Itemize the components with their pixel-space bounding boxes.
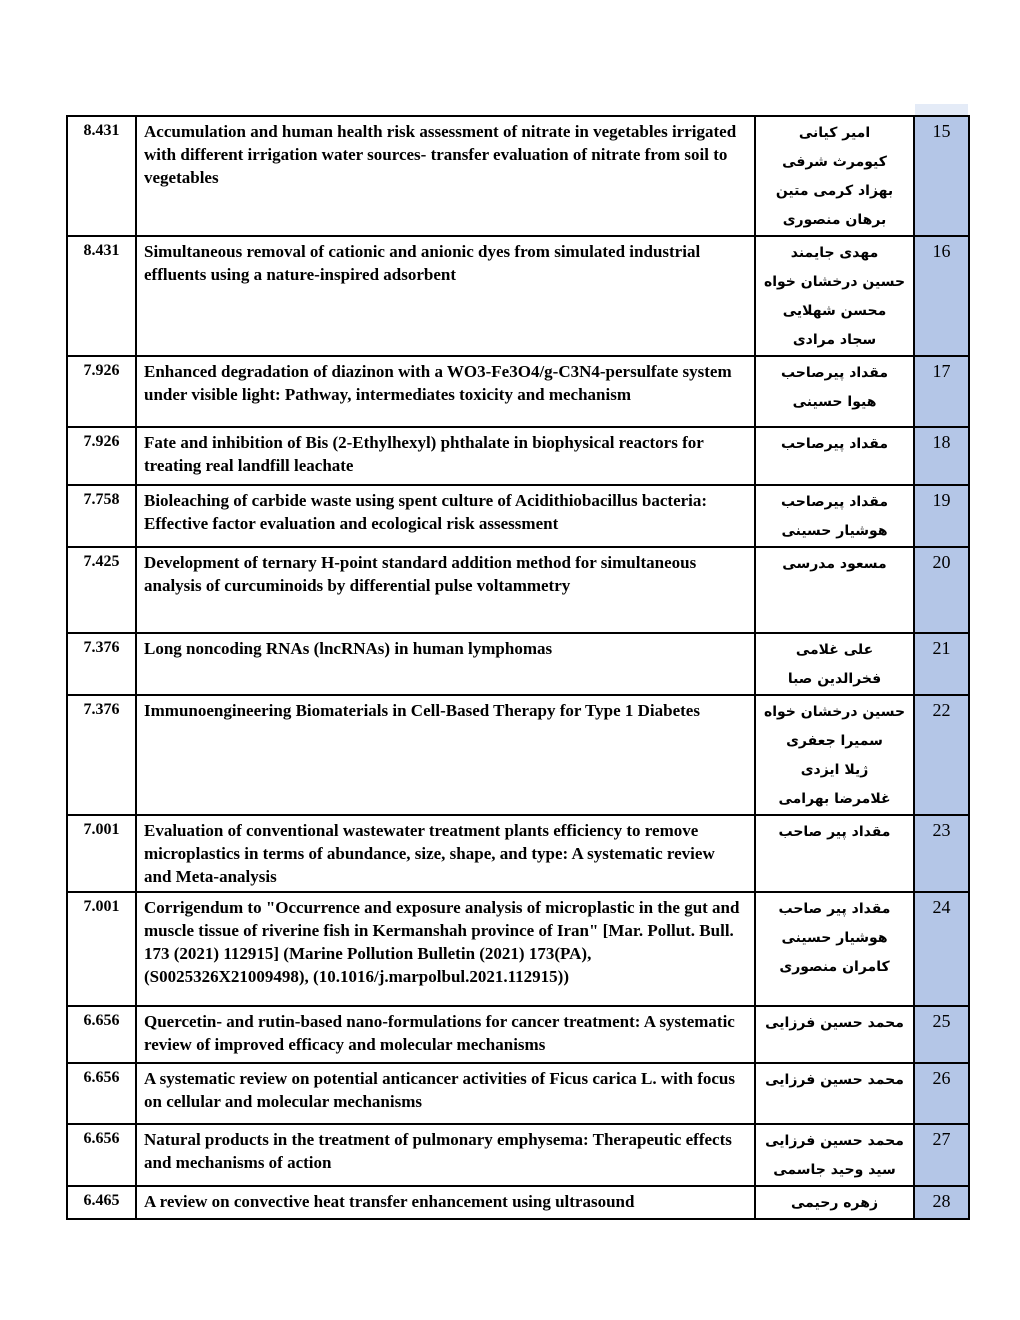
impact-score-cell: 7.926 <box>67 356 136 427</box>
authors-cell <box>755 695 914 815</box>
author-name: زهره رحیمی <box>790 1195 879 1211</box>
author-name: حسین درخشان خواه <box>763 274 906 290</box>
publication-title-cell: Accumulation and human health risk assessment of nitrate in vegetables irrigated with different irrigation water sources- transfer evaluation of nitrate from soil to vegetables <box>136 116 755 236</box>
publications-table-body <box>67 116 969 1219</box>
author-name: مقداد پیرصاحب <box>780 494 889 510</box>
impact-score-cell: 7.001 <box>67 815 136 892</box>
author-name: مسعود مدرسی <box>782 556 887 572</box>
row-number-cell: 26 <box>914 1063 969 1124</box>
authors-cell <box>755 1006 914 1063</box>
authors-cell <box>755 485 914 547</box>
impact-score-cell: 8.431 <box>67 236 136 356</box>
table-row <box>67 427 969 485</box>
author-name: فخرالدین صبا <box>787 671 882 687</box>
row-number-cell: 23 <box>914 815 969 892</box>
impact-score-cell: 7.376 <box>67 695 136 815</box>
table-row <box>67 1063 969 1124</box>
author-name: ژیلا ایزدی <box>800 762 869 778</box>
table-row <box>67 892 969 1006</box>
impact-score-cell: 8.431 <box>67 116 136 236</box>
authors-cell <box>755 892 914 1006</box>
impact-score-cell: 6.656 <box>67 1006 136 1063</box>
row-number-cell: 27 <box>914 1124 969 1186</box>
authors-cell <box>755 1063 914 1124</box>
author-name: محسن شهلایی <box>782 303 887 319</box>
authors-cell <box>755 1124 914 1186</box>
authors-cell <box>755 116 914 236</box>
table-row <box>67 116 969 236</box>
authors-cell <box>755 236 914 356</box>
table-row <box>67 1006 969 1063</box>
table-row <box>67 695 969 815</box>
row-number-cell: 20 <box>914 547 969 633</box>
publication-title-cell: Corrigendum to "Occurrence and exposure analysis of microplastic in the gut and muscle tissue of riverine fish in Kermanshah province of Iran" [Mar. Pollut. Bull. 173 (2021) 112915] (Marine Pollution Bulletin (2021) 173(PA), (S0025326X21009498), (10.1016/j.marpolbul.2021.112915)) <box>136 892 755 1006</box>
row-number-cell: 25 <box>914 1006 969 1063</box>
row-number-cell: 15 <box>914 116 969 236</box>
table-row <box>67 633 969 695</box>
author-name: مهدی جایمند <box>790 245 879 261</box>
authors-cell <box>755 633 914 695</box>
author-name: هوشیار حسینی <box>781 930 888 946</box>
publication-title-cell: Long noncoding RNAs (lncRNAs) in human lymphomas <box>136 633 755 695</box>
author-name: برهان منصوری <box>782 212 887 228</box>
table-row <box>67 1186 969 1219</box>
publication-title-cell: Immunoengineering Biomaterials in Cell-Based Therapy for Type 1 Diabetes <box>136 695 755 815</box>
publication-title-cell: Bioleaching of carbide waste using spent culture of Acidithiobacillus bacteria: Effective factor evaluation and ecological risk assessment <box>136 485 755 547</box>
impact-score-cell: 6.656 <box>67 1063 136 1124</box>
impact-score-cell: 7.758 <box>67 485 136 547</box>
author-name: محمد حسین فرزایی <box>765 1072 904 1088</box>
authors-cell <box>755 356 914 427</box>
author-name: کیومرث شرفی <box>782 154 887 170</box>
author-name: سید وحید جاسمی <box>773 1162 896 1178</box>
table-row <box>67 547 969 633</box>
row-number-cell: 21 <box>914 633 969 695</box>
row-number-cell: 28 <box>914 1186 969 1219</box>
authors-cell <box>755 1186 914 1219</box>
row-number-cell: 24 <box>914 892 969 1006</box>
table-row <box>67 485 969 547</box>
author-name: هیوا حسینی <box>792 394 877 410</box>
table-row <box>67 356 969 427</box>
author-name: سجاد مرادی <box>792 332 877 348</box>
table-row <box>67 1124 969 1186</box>
author-name: کامران منصوری <box>779 959 890 975</box>
table-row <box>67 815 969 892</box>
row-number-cell: 16 <box>914 236 969 356</box>
row-number-cell: 18 <box>914 427 969 485</box>
table-row <box>67 236 969 356</box>
author-name: مقداد پیر صاحب <box>778 824 891 840</box>
author-name: علی غلامی <box>795 642 874 658</box>
author-name: مقداد پیرصاحب <box>780 365 889 381</box>
impact-score-cell: 7.376 <box>67 633 136 695</box>
publication-title-cell: Simultaneous removal of cationic and anionic dyes from simulated industrial effluents using a nature-inspired adsorbent <box>136 236 755 356</box>
impact-score-cell: 7.425 <box>67 547 136 633</box>
impact-score-cell: 7.926 <box>67 427 136 485</box>
publication-title-cell: Natural products in the treatment of pulmonary emphysema: Therapeutic effects and mechanisms of action <box>136 1124 755 1186</box>
impact-score-cell: 6.465 <box>67 1186 136 1219</box>
impact-score-cell: 7.001 <box>67 892 136 1006</box>
author-name: سمیرا جعفری <box>786 733 883 749</box>
publications-table <box>66 115 970 1220</box>
author-name: حسین درخشان خواه <box>763 704 906 720</box>
author-name: امیر کیانی <box>798 125 871 141</box>
publication-title-cell: Evaluation of conventional wastewater treatment plants efficiency to remove microplastics in terms of abundance, size, shape, and type: A systematic review and Meta-analysis <box>136 815 755 892</box>
authors-cell <box>755 427 914 485</box>
publication-title-cell: Fate and inhibition of Bis (2-Ethylhexyl) phthalate in biophysical reactors for treating real landfill leachate <box>136 427 755 485</box>
authors-cell <box>755 547 914 633</box>
author-name: بهزاد کرمی متین <box>775 183 894 199</box>
publication-title-cell: Development of ternary H-point standard addition method for simultaneous analysis of curcuminoids by differential pulse voltammetry <box>136 547 755 633</box>
publication-title-cell: Quercetin- and rutin-based nano-formulations for cancer treatment: A systematic review of improved efficacy and molecular mechanisms <box>136 1006 755 1063</box>
author-name: مقداد پیر صاحب <box>778 901 891 917</box>
impact-score-cell: 6.656 <box>67 1124 136 1186</box>
author-name: هوشیار حسینی <box>781 523 888 539</box>
author-name: غلامرضا بهرامی <box>778 791 891 807</box>
row-number-cell: 19 <box>914 485 969 547</box>
row-number-cell: 17 <box>914 356 969 427</box>
author-name: محمد حسین فرزایی <box>765 1015 904 1031</box>
publication-title-cell: A systematic review on potential anticancer activities of Ficus carica L. with focus on cellular and molecular mechanisms <box>136 1063 755 1124</box>
author-name: مقداد پیرصاحب <box>780 436 889 452</box>
author-name: محمد حسین فرزایی <box>765 1133 904 1149</box>
authors-cell <box>755 815 914 892</box>
publication-title-cell: A review on convective heat transfer enhancement using ultrasound <box>136 1186 755 1219</box>
row-number-cell: 22 <box>914 695 969 815</box>
publication-title-cell: Enhanced degradation of diazinon with a WO3-Fe3O4/g-C3N4-persulfate system under visible light: Pathway, intermediates toxicity and mechanism <box>136 356 755 427</box>
